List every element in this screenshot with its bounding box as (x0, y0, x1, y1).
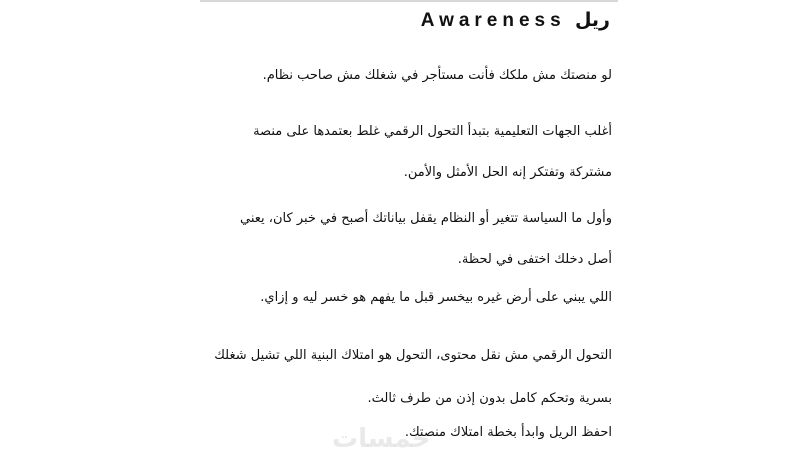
paragraph-1 (212, 65, 612, 87)
paragraph-line: لو منصتك مش ملكك فأنت مستأجر في شغلك مش صاحب نظام. (262, 68, 612, 83)
paragraph-line: أغلب الجهات التعليمية بتبدأ التحول الرقمي غلط بعتمدها على منصة (253, 124, 612, 139)
page-title (421, 9, 610, 33)
paragraph-line: احفظ الريل وابدأ بخطة امتلاك منصتك. (404, 425, 612, 440)
title-arabic: ريل (574, 10, 610, 31)
paragraph-line: وأول ما السياسة تتغير أو النظام يقفل بياناتك أصبح في خبر كان، يعني (240, 211, 612, 226)
paragraph-6 (212, 421, 612, 445)
top-divider (200, 0, 618, 2)
paragraph-line: بسرية وتحكم كامل بدون إذن من طرف ثالث. (367, 391, 612, 406)
paragraph-line: اللي يبني على أرض غيره بيخسر قبل ما يفهم هو خسر ليه و إزاي. (260, 290, 612, 305)
paragraph-2 (212, 111, 612, 193)
paragraph-5 (212, 334, 612, 420)
paragraph-line: أصل دخلك اختفى في لحظة. (457, 252, 612, 267)
paragraph-line: مشتركة وتفتكر إنه الحل الأمثل والأمن. (403, 165, 612, 180)
paragraph-line: التحول الرقمي مش نقل محتوى، التحول هو امتلاك البنية اللي تشيل شغلك (214, 348, 612, 363)
title-latin: Awareness (420, 10, 566, 31)
paragraph-4 (212, 287, 612, 309)
paragraph-3 (212, 198, 612, 280)
